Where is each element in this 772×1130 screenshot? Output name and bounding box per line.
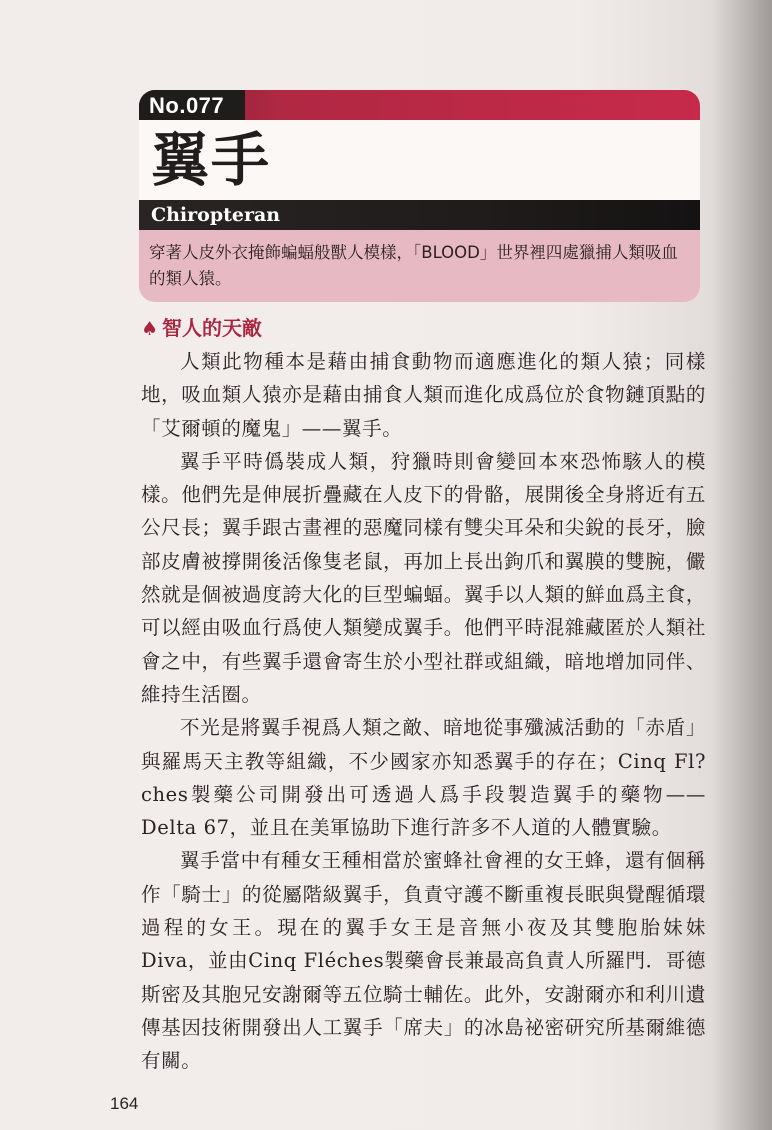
title-area [139, 120, 700, 200]
paragraph: 不光是將翼手視爲人類之敵、暗地從事殲滅活動的「赤盾」與羅馬天主教等組織，不少國家亦知悉翼手的存在；Cinq Fl?ches製藥公司開發出可透過人爲手段製造翼手的藥物——Delta 67，並且在美軍協助下進行許多不人道的人體實驗。 [141, 716, 706, 840]
section-heading-text: 智人的天敵 [162, 316, 263, 340]
entry-title: 翼手 [151, 126, 272, 194]
spade-icon: ♠ [141, 318, 159, 340]
subtitle-bar [139, 200, 700, 230]
entry-header-card [139, 90, 700, 302]
page-number: 164 [110, 1094, 139, 1113]
paragraph: 人類此物種本是藉由捕食動物而適應進化的類人猿；同樣地，吸血類人猿亦是藉由捕食人類而進化成爲位於食物鏈頂點的「艾爾頓的魔鬼」——翼手。 [141, 350, 706, 440]
paragraph: 翼手當中有種女王種相當於蜜蜂社會裡的女王蜂，還有個稱作「騎士」的從屬階級翼手，負責守護不斷重複長眠與覺醒循環過程的女王。現在的翼手女王是音無小夜及其雙胞胎妹妹Diva，並由Cinq Fléches製藥會長兼最高負責人所羅門．哥德斯密及其胞兄安謝爾等五位騎士輔佐。此外，安謝爾亦和利川遺傳基因技術開發出人工翼手「席夫」的冰島祕密研究所基爾維德有關。 [141, 849, 706, 1073]
entry-number-badge: No.077 [139, 90, 245, 122]
paragraph: 翼手平時僞裝成人類，狩獵時則會變回本來恐怖駭人的模樣。他們先是伸展折疊藏在人皮下的骨骼，展開後全身將近有五公尺長；翼手跟古畫裡的惡魔同樣有雙尖耳朵和尖銳的長牙，臉部皮膚被撐開後活像隻老鼠，再加上長出鉤爪和翼膜的雙腕，儼然就是個被過度誇大化的巨型蝙蝠。翼手以人類的鮮血爲主食，可以經由吸血行爲使人類變成翼手。他們平時混雜藏匿於人類社會之中，有些翼手還會寄生於小型社群或組織，暗地增加同伴、維持生活圈。 [141, 449, 706, 706]
body-text [141, 345, 706, 1078]
entry-subtitle: Chiropteran [151, 204, 281, 226]
section-heading [141, 314, 262, 343]
entry-summary: 穿著人皮外衣掩飾蝙蝠般獸人模樣，「BLOOD」世界裡四處獵捕人類吸血的類人猿。 [149, 243, 678, 288]
